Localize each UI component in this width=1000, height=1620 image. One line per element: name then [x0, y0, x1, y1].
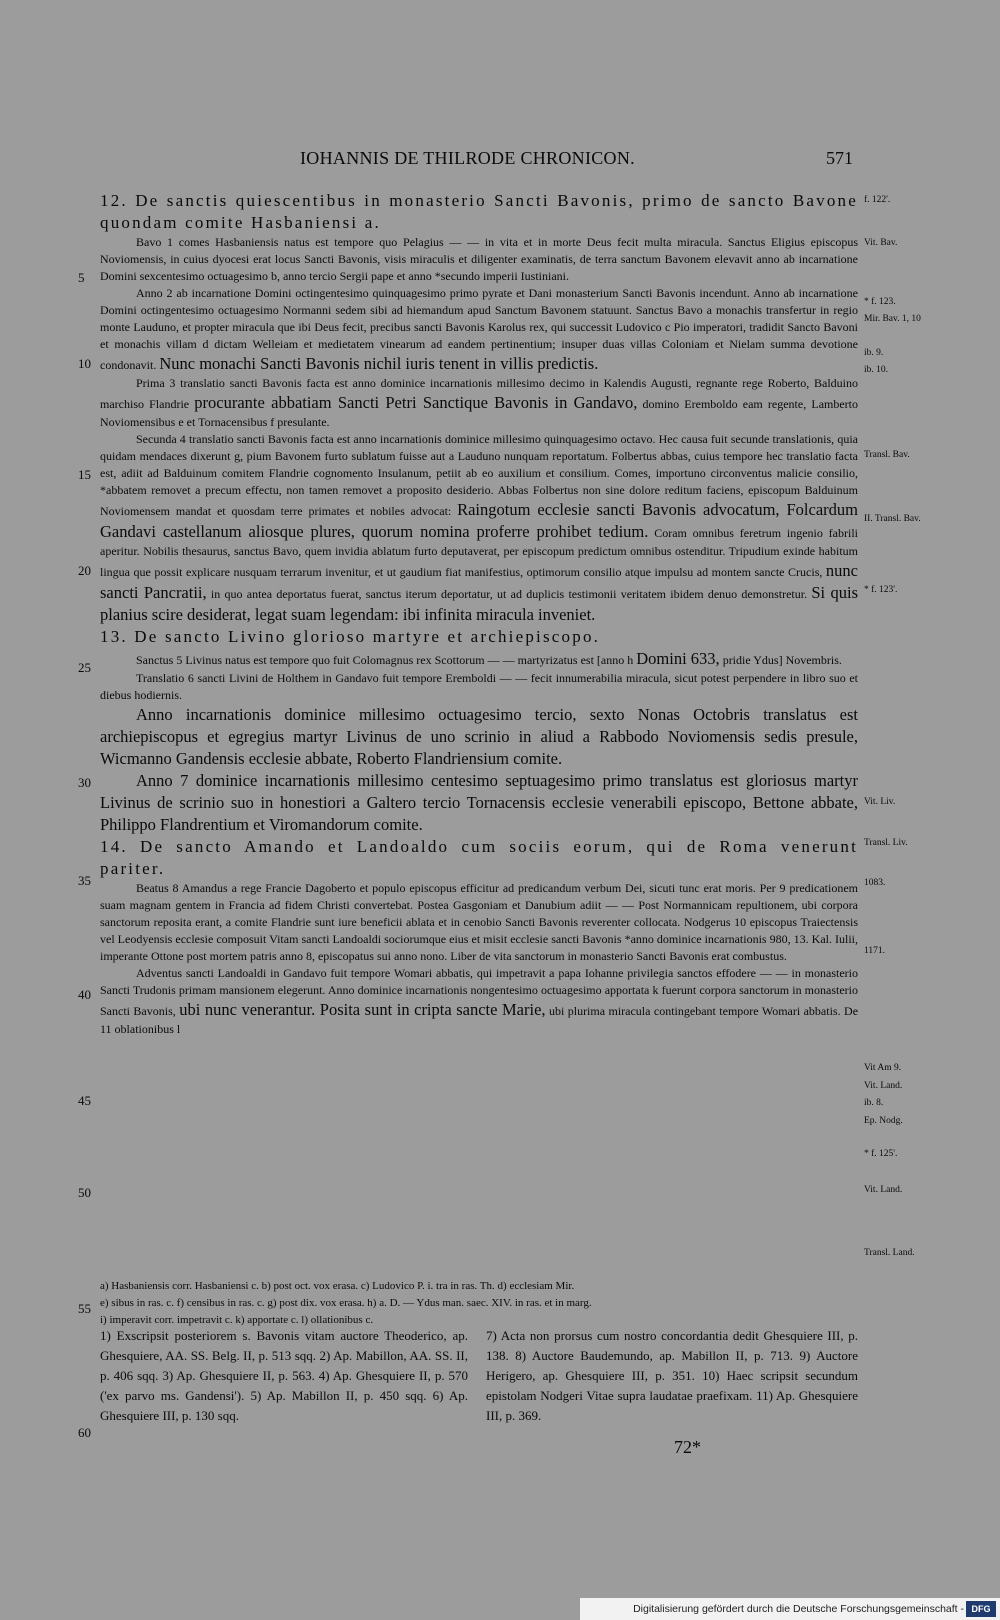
paragraph: Anno 2 ab incarnatione Domini octingentesimo quinquagesimo primo pyrate et Dani monasterium Sancti Bavonis incendunt. Anno ab incarnatione Domini octingentesimo octuagesimo Normanni sedem sibi ad hiemandum apud Sanctum Bavonem statuunt. Sanctus Bavo a monachis transfertur in regio monte Lauduno, et propter miracula que ibi Deus fecit, precibus sancti Bavonis Karolus rex, qui successit Ludovico c Pio imperatori, tradidit Sancto Bavoni et monachis villam d dictam Welleiam et medietatem vinearum ad eandem pertinentium; insuper duas villas Coloniam et Nielam summa devotione condonavit.: [100, 286, 858, 372]
main-text: [100, 190, 858, 1038]
paragraph-emphasis: ubi nunc venerantur. Posita sunt in cripta sancte Marie,: [179, 1000, 546, 1019]
signature-mark: 72*: [674, 1437, 701, 1457]
paragraph-emphasis: Anno incarnationis dominice millesimo octuagesimo tercio, sexto Nonas Octobris translatus est archiepiscopus et egregius martyr Livinus de uno scrinio in aliud a Rabbodo Noviomensis sedis presule, Wicmanno Gandensis ecclesie abbate, Roberto Flandriensium comite.: [100, 705, 858, 768]
margin-note: * f. 125'.: [864, 1149, 898, 1159]
margin-note: Vit. Bav.: [864, 238, 898, 248]
dfg-logo: DFG: [966, 1601, 996, 1617]
running-title: IOHANNIS DE THILRODE CHRONICON.: [300, 148, 635, 168]
line-number: 55: [78, 1301, 91, 1316]
margin-note: Transl. Bav.: [864, 450, 910, 460]
line-number: 60: [78, 1425, 91, 1440]
notes-text: 1) Exscripsit posteriorem s. Bavonis vitam auctore Theoderico, ap. Ghesquiere, AA. SS. Belg. II, p. 513 sqq. 2) Ap. Mabillon, AA. SS. II, p. 406 sqq. 3) Ap. Ghesquiere II, p. 563. 4) Ap. Ghesquiere II, p. 570 ('ex parvo ms. Gandensi'). 5) Ap. Mabillon II, p. 450 sqq. 6) Ap. Ghesquiere III, p. 130 sqq.: [100, 1328, 468, 1423]
margin-note: ib. 9.: [864, 348, 884, 358]
margin-note: ib. 8.: [864, 1098, 884, 1108]
paragraph: Beatus 8 Amandus a rege Francie Dagoberto et populo episcopus efficitur ad predicandum verbum Dei, sicuti tunc erat moris. Per 9 predicationem suam magnam gentem in Francia ad fidem Christi convertebat. Postea Gasgoniam et Danubium adiit — — Post Normannicam repultionem, ubi corpora sanctorum reposita erant, a comite Flandrie sunt iure beneficii ablata et in cenobio Sancti Bavonis reverenter collocata. Nodgerus 10 episcopus Traiectensis vel Leodyensis ecclesie composuit Vitam sancti Landoaldi sociorumque eius et misit ecclesie sancti Bavonis *anno dominice incarnationis 980, 13. Kal. Iulii, imperante Ottone post mortem patris anno 8, episcopatus sui anno nono. Liber de vita sanctorum in monasterio Sancti Bavonis erat combustus.: [100, 881, 858, 963]
paragraph: domino Eremboldo eam regente, Lamberto Noviomensibus e et Tornacensibus f presulante.: [100, 397, 859, 429]
section-13-title: 13. De sancto Livino glorioso martyre et archiepiscopo.: [100, 627, 601, 646]
digitization-footer: [580, 1598, 1000, 1620]
paragraph: Prima 3 translatio sancti Bavonis facta est anno dominice incarnationis millesimo decimo in Kalendis Augusti, regnante rege Roberto, Balduino marchiso Flandrie: [100, 376, 858, 411]
margin-note: 1083.: [864, 878, 886, 888]
margin-note: Vit. Liv.: [864, 797, 896, 807]
margin-note: Transl. Liv.: [864, 838, 908, 848]
paragraph: Translatio 6 sancti Livini de Holthem in Gandavo fuit tempore Eremboldi — — fecit innumerabilia miracula, sicut potest perpendere in libro suo et diebus hodiernis.: [100, 671, 858, 702]
line-number: 35: [78, 873, 91, 888]
apparatus-line: i) imperavit corr. impetravit c. k) apportate c. l) ollationibus c.: [100, 1314, 374, 1326]
paragraph-emphasis: Domini 633,: [636, 649, 720, 668]
critical-apparatus: [100, 1278, 860, 1329]
section-12-title: 12. De sanctis quiescentibus in monasterio Sancti Bavonis, primo de sancto Bavone quondam comite Hasbaniensi a.: [100, 191, 858, 232]
paragraph: Coram omnibus feretrum ingenio fabrili aperitur. Nobilis thesaurus, sanctus Bavo, quem invidia ablatum furto deputaverat, per episcopum predictum omnibus ostenditur. Tripudium exinde habitum lingua que possit explicare nusquam terrarum invenitur, et ut gaudium fiat manifestius, optimorum consilio atque impulsu ad montem sancte Crucis,: [100, 526, 858, 579]
section-14-title: 14. De sancto Amando et Landoaldo cum sociis eorum, qui de Roma venerunt pariter.: [100, 837, 858, 878]
notes-left-column: [100, 1326, 468, 1426]
margin-note: Mir. Bav. 1, 10: [864, 314, 921, 324]
paragraph-emphasis: Anno 7 dominice incarnationis millesimo centesimo septuagesimo primo translatus est gloriosus martyr Livinus de scrinio suo in honestiori a Galtero tercio Tornacensis ecclesie venerabili episcopo, Bettone abbate, Philippo Flandrentium et Viromandorum comite.: [100, 771, 858, 834]
footer-text: Digitalisierung gefördert durch die Deutsche Forschungsgemeinschaft -: [633, 1603, 964, 1615]
apparatus-line: a) Hasbaniensis corr. Hasbaniensi c. b) post oct. vox erasa. c) Ludovico P. i. tra in ras. Th. d) ecclesiam Mir.: [100, 1280, 575, 1292]
paragraph: ubi plurima miracula contingebant tempore Womari abbatis. De 11 oblationibus l: [100, 1004, 859, 1036]
margin-note: Vit. Land.: [864, 1185, 903, 1195]
margin-note: Transl. Land.: [864, 1248, 915, 1258]
notes-text: 7) Acta non prorsus cum nostro concordantia dedit Ghesquiere III, p. 138. 8) Auctore Baudemundo, ap. Mabillon II, p. 713. 9) Auctore Herigero, ap. Ghesquiere III, p. 351. 10) Haec scripsit secundum epistolam Nodgeri Vitae supra laudatae praefixam. 11) Ap. Ghesquiere III, p. 369.: [486, 1328, 858, 1423]
paragraph-emphasis: Raingotum ecclesie sancti Bavonis advocatum, Folcardum Gandavi castellanum aliosque plures, quorum nomina proferre prohibet tedium.: [100, 500, 858, 541]
margin-note: Vit. Land.: [864, 1081, 903, 1091]
line-number: 40: [78, 987, 91, 1002]
paragraph: Secunda 4 translatio sancti Bavonis facta est anno incarnationis dominice millesimo quinquagesimo octavo. Hec causa fuit secunde translationis, quia quidam mendaces dixerunt g, pium Bavonem furto sublatum fuisse aut a Lauduno nunquam reportatum. Folbertus abbas, cuius tempore hec translatio facta est, adiit ad Balduinum comitem Flandrie cognomento Insulanum, petiit ab eo auxilium et consilium. Comes, importuno circonventus malicie consilio, *abbatem removet a precum effectu, non tamen removet a proposito desiderio. Abbas Folbertus non sine dolore reditum faciens, episcopum Balduinum Noviomensem mandat et quosdam terre primates et nobiles advocat:: [100, 432, 858, 518]
paragraph: Bavo 1 comes Hasbaniensis natus est tempore quo Pelagius — — in vita et in morte Deus fecit multa miracula. Sanctus Eligius episcopus Noviomensis, in cuius dyocesi erat locus Sancti Bavonis, visis miraculis et diligenter examinatis, de terra sanctum Bavonem elevavit anno ab incarnatione Domini sexcentesimo octuagesimo b, anno tercio Sergii pape et anno *secundo imperii Iustiniani.: [100, 235, 858, 283]
page-number: 571: [826, 148, 853, 168]
margin-note: * f. 123'.: [864, 585, 898, 595]
line-number: 10: [78, 356, 91, 371]
margin-note: Vit Am 9.: [864, 1063, 902, 1073]
line-number: 30: [78, 775, 91, 790]
paragraph: in quo antea deportatus fuerat, sanctus iterum deportatur, ut ad duplicis testimonii veritatem ibidem denuo demonstretur.: [210, 587, 808, 601]
margin-note: * f. 123.: [864, 297, 896, 307]
paragraph-emphasis: Nunc monachi Sancti Bavonis nichil iuris tenent in villis predictis.: [159, 354, 599, 373]
line-number: 5: [78, 270, 85, 285]
line-number: 15: [78, 467, 91, 482]
line-number: 20: [78, 563, 91, 578]
paragraph-emphasis: nunc sancti Pancratii,: [100, 561, 858, 602]
paragraph-emphasis: procurante abbatiam Sancti Petri Sanctique Bavonis in Gandavo,: [194, 393, 638, 412]
line-number: 45: [78, 1093, 91, 1108]
paragraph: Adventus sancti Landoaldi in Gandavo fuit tempore Womari abbatis, qui impetravit a papa Iohanne privilegia sanctos effodere — — in monasterio Sancti Trudonis primam mansionem elegerunt. Anno dominice incarnationis nongentesimo octuagesimo apportata k fuerunt corpora sanctorum in monasterio Sancti Bavonis,: [100, 966, 858, 1018]
margin-note: f. 122'.: [864, 195, 891, 205]
margin-note: 1171.: [864, 946, 886, 956]
apparatus-line: e) sibus in ras. c. f) censibus in ras. c. g) post dix. vox erasa. h) a. D. — Ydus man. saec. XIV. in ras. et in marg.: [100, 1297, 592, 1309]
line-number: 25: [78, 660, 91, 675]
paragraph: Sanctus 5 Livinus natus est tempore quo fuit Colomagnus rex Scottorum — — martyrizatus est [anno h: [136, 653, 634, 667]
notes-right-column: [486, 1326, 858, 1426]
margin-note: II. Transl. Bav.: [864, 514, 921, 524]
line-number: 50: [78, 1185, 91, 1200]
margin-note: Ep. Nodg.: [864, 1116, 903, 1126]
paragraph: pridie Ydus] Novembris.: [722, 653, 842, 667]
margin-note: ib. 10.: [864, 365, 889, 375]
paragraph-emphasis: Si quis planius scire desiderat, legat suam legendam: ibi infinita miracula inveniet.: [100, 583, 859, 624]
